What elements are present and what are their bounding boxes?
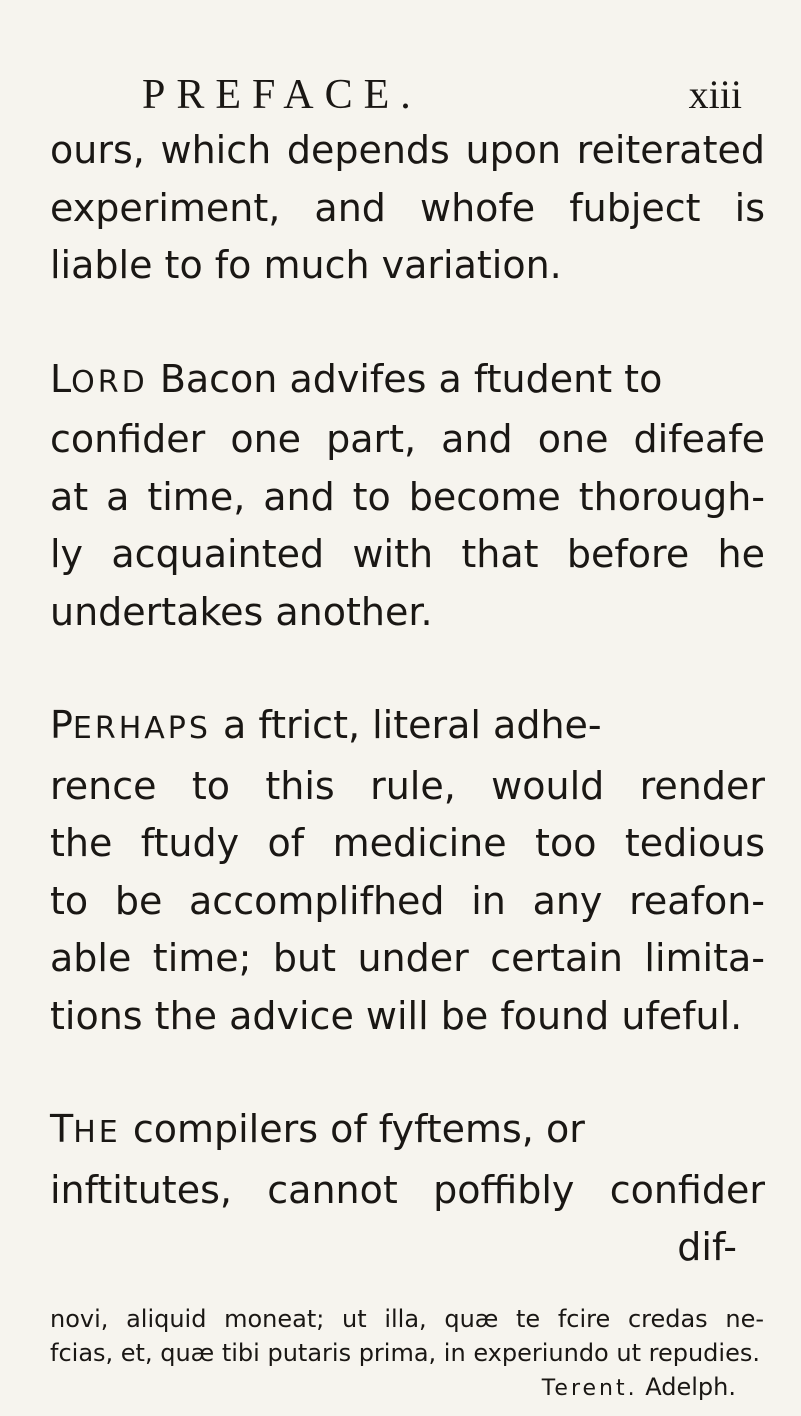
- footnote-line: novi, aliquid moneat; ut illa, quæ te fcire credas ne-: [50, 1305, 764, 1333]
- text-line: tions the advice will be found ufeful.: [50, 993, 743, 1038]
- text-line: experiment, and whofe fubject is: [50, 185, 765, 230]
- lead-initial: P: [50, 703, 73, 747]
- text-line: rence to this rule, would render: [50, 763, 765, 808]
- paragraph-4: [50, 1101, 765, 1277]
- footnote-attribution: [50, 1370, 764, 1406]
- body-text: [50, 122, 765, 1277]
- lead-initial: T: [50, 1107, 74, 1151]
- lead-small-caps: HE: [73, 1115, 121, 1150]
- text-line: [50, 351, 765, 412]
- text-line: at a time, and to become thorough-: [50, 474, 765, 519]
- lead-small-caps: ORD: [71, 364, 148, 400]
- text-line: inftitutes, cannot poffibly confider: [50, 1167, 765, 1212]
- paragraph-1: [50, 122, 765, 295]
- footnote: [50, 1302, 764, 1406]
- text-line: able time; but under certain limita-: [50, 936, 765, 980]
- line-rest: Bacon advifes a ftudent to: [147, 356, 663, 401]
- text-line: to be accomplifhed in any reafon-: [50, 878, 765, 923]
- text-line: ly acquainted with that before he: [50, 532, 765, 576]
- text-line: the ftudy of medicine too tedious: [50, 821, 765, 865]
- running-head-title: PREFACE.: [142, 72, 422, 118]
- text-line: [50, 1101, 765, 1162]
- text-line: undertakes another.: [50, 589, 433, 634]
- line-rest: compilers of fyftems, or: [120, 1107, 585, 1151]
- attribution-author: Terent.: [541, 1376, 638, 1401]
- text-line: ours, which depends upon reiterated: [50, 128, 765, 172]
- attribution-work: Adelph.: [645, 1373, 736, 1401]
- lead-initial: L: [50, 356, 72, 401]
- paragraph-2: [50, 351, 765, 642]
- text-line: confider one part, and one difeafe: [50, 417, 765, 461]
- line-rest: a ftrict, literal adhe-: [210, 703, 602, 747]
- page-number: xiii: [688, 72, 742, 117]
- lead-small-caps: ERHAPS: [72, 711, 211, 746]
- text-line: liable to fo much variation.: [50, 243, 562, 287]
- paragraph-3: [50, 697, 765, 1045]
- text-line: [50, 697, 765, 758]
- footnote-line: fcias, et, quæ tibi putaris prima, in experiundo ut repudies.: [50, 1339, 760, 1367]
- running-head: [142, 70, 742, 130]
- catchword: dif-: [677, 1225, 737, 1269]
